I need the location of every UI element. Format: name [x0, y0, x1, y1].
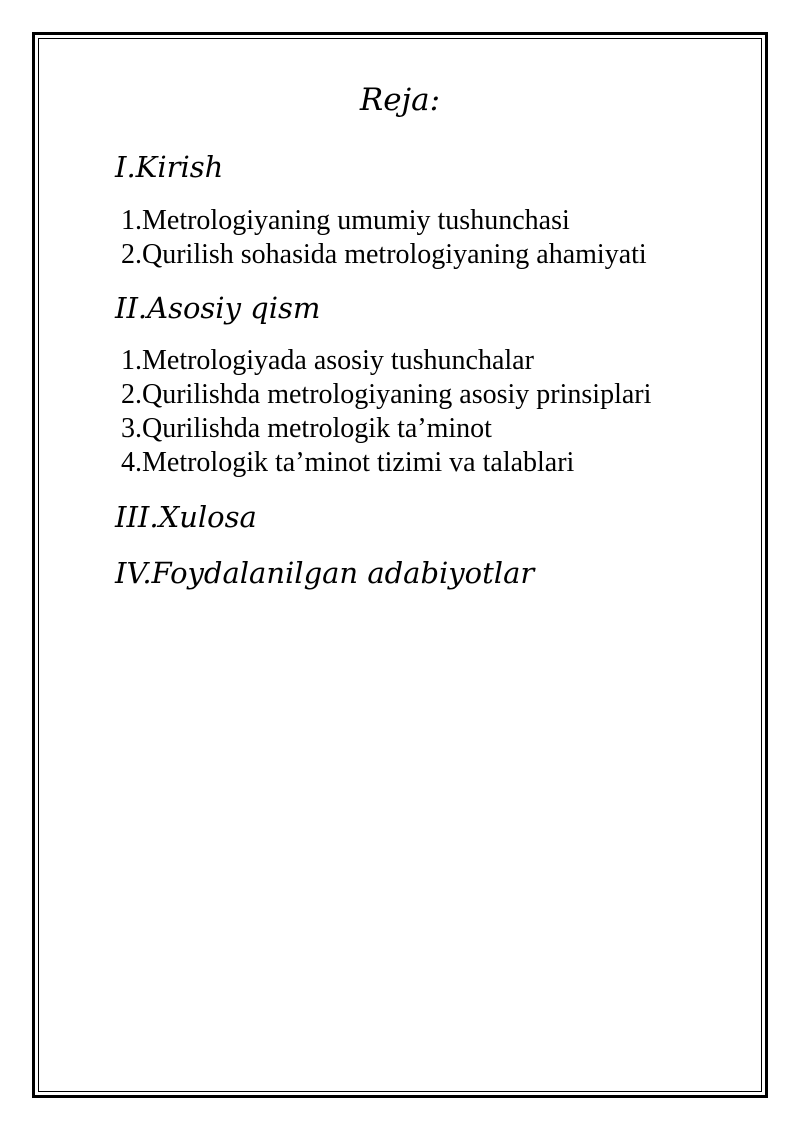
list-item: 1.Metrologiyaning umumiy tushunchasi: [121, 205, 570, 236]
section-list-kirish: [121, 204, 647, 272]
list-item: 3.Qurilishda metrologik ta’minot: [121, 413, 492, 444]
section-heading-foydalanilgan-adabiyotlar: IV.Foydalanilgan adabiyotlar: [115, 556, 535, 590]
list-item: 1.Metrologiyada asosiy tushunchalar: [121, 345, 534, 376]
list-item: 4.Metrologik ta’minot tizimi va talablari: [121, 447, 575, 478]
section-list-asosiy-qism: [121, 344, 651, 480]
list-item: 2.Qurilish sohasida metrologiyaning ahamiyati: [121, 239, 647, 270]
list-item: 2.Qurilishda metrologiyaning asosiy prinsiplari: [121, 379, 652, 410]
section-heading-kirish: I.Kirish: [115, 150, 224, 184]
section-heading-asosiy-qism: II.Asosiy qism: [115, 291, 321, 325]
section-heading-xulosa: III.Xulosa: [115, 500, 257, 534]
page-title: Reja:: [359, 82, 441, 118]
